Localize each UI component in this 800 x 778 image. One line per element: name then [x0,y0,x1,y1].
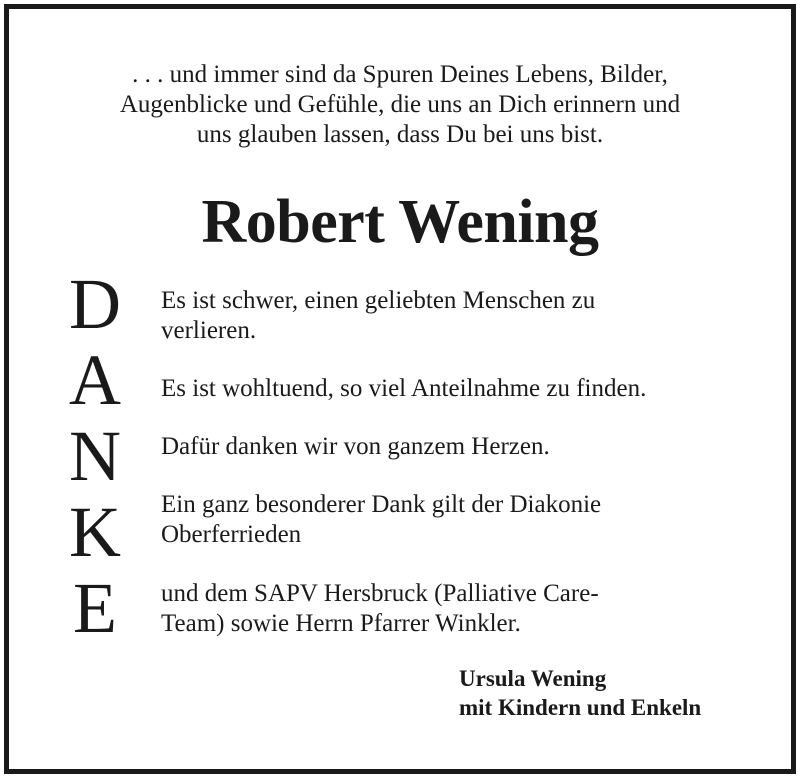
obituary-card [4,4,796,774]
thanks-line: Es ist wohltuend, so viel Anteilnahme zu finden. [161,375,647,402]
thanks-line: verlieren. [161,317,257,344]
thanks-item [161,374,646,404]
thanks-item [161,286,595,346]
intro-line: Augenblicke und Gefühle, die uns an Dich erinnern und [119,91,681,118]
thanks-line: Oberferrieden [161,521,302,548]
danke-letter-k: K [69,492,121,572]
danke-letter-e: E [73,568,117,648]
thanks-line: und dem SAPV Hersbruck (Palliative Care- [161,580,599,607]
thanks-item [161,579,599,639]
intro-line: . . . und immer sind da Spuren Deines Lebens, Bilder, [132,61,668,88]
deceased-name: Robert Wening [201,188,599,256]
danke-letter-a: A [69,340,121,420]
signature-line: Ursula Wening [459,666,607,691]
signature [459,664,701,722]
danke-letter-n: N [69,416,121,496]
thanks-line: Dafür danken wir von ganzem Herzen. [161,433,550,460]
intro-line: uns glauben lassen, dass Du bei uns bist. [196,121,604,148]
thanks-line: Ein ganz besonderer Dank gilt der Diakonie [161,491,602,518]
signature-line: mit Kindern und Enkeln [459,695,702,720]
thanks-item [161,432,550,462]
danke-letter-d: D [69,264,121,344]
thanks-line: Es ist schwer, einen geliebten Menschen zu [161,287,596,314]
thanks-line: Team) sowie Herrn Pfarrer Winkler. [161,610,521,637]
intro-verse [9,60,791,150]
thanks-item [161,490,601,550]
